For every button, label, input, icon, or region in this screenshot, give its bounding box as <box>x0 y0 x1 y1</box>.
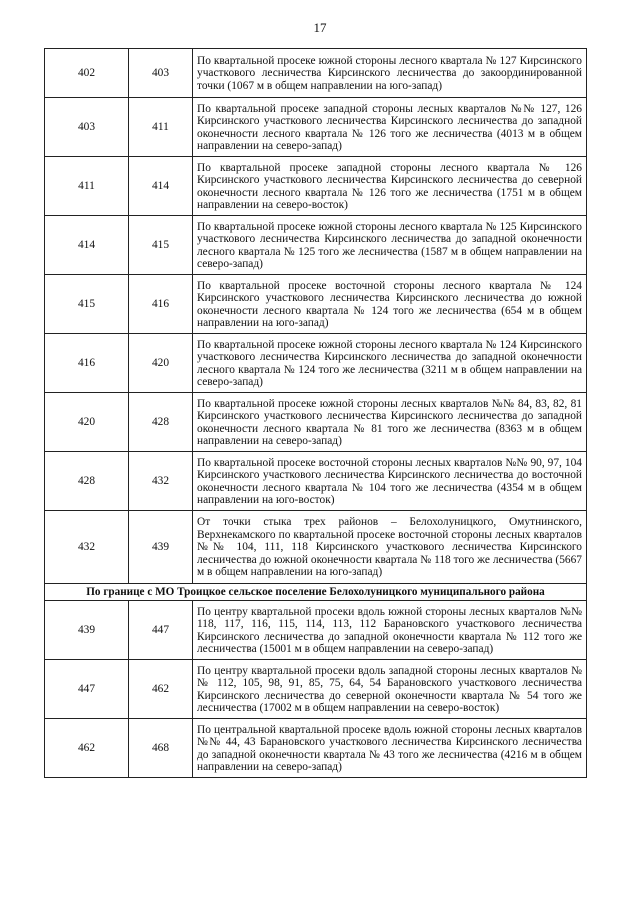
to-point: 416 <box>129 275 193 334</box>
table-row <box>45 98 587 157</box>
from-point: 420 <box>45 393 129 452</box>
from-point: 403 <box>45 98 129 157</box>
to-point: 414 <box>129 157 193 216</box>
table-row <box>45 157 587 216</box>
to-point: 432 <box>129 452 193 511</box>
segment-description: По квартальной просеке восточной стороны лесного квартала № 124 Кирсинского участкового лесничества Кирсинского лесничества до южной оконечности лесного квартала № 124 того же лесничества (654 м в общем направлении на юго-запад) <box>193 275 587 334</box>
from-point: 428 <box>45 452 129 511</box>
to-point: 439 <box>129 511 193 584</box>
to-point: 411 <box>129 98 193 157</box>
to-point: 447 <box>129 601 193 660</box>
from-point: 439 <box>45 601 129 660</box>
segment-description: По центру квартальной просеки вдоль западной стороны лесных кварталов №№ 112, 105, 98, 91, 85, 75, 64, 54 Барановского участкового лесничества Кирсинского лесничества до северной оконечности квартала № 54 того же лесничества (17002 м в общем направлении на северо-восток) <box>193 660 587 719</box>
table-row <box>45 660 587 719</box>
segment-description: От точки стыка трех районов – Белохолуницкого, Омутнинского, Верхнекамского по квартальной просеке восточной стороны лесных кварталов №№ 104, 111, 118 Кирсинского участкового лесничества Кирсинского лесничества до южной оконечности квартала № 118 того же лесничества (5667 м в общем направлении на юго-запад) <box>193 511 587 584</box>
segment-description: По квартальной просеке западной стороны лесных кварталов №№ 127, 126 Кирсинского участкового лесничества Кирсинского лесничества до западной оконечности лесного квартала № 126 того же лесничества (4013 м в общем направлении на северо-запад) <box>193 98 587 157</box>
table-row <box>45 216 587 275</box>
table-row <box>45 275 587 334</box>
table-row <box>45 334 587 393</box>
from-point: 411 <box>45 157 129 216</box>
table-row <box>45 601 587 660</box>
segment-description: По квартальной просеке западной стороны лесного квартала № 126 Кирсинского участкового лесничества Кирсинского лесничества до северной оконечности лесного квартала № 126 того же лесничества (1751 м в общем направлении на северо-восток) <box>193 157 587 216</box>
to-point: 420 <box>129 334 193 393</box>
to-point: 428 <box>129 393 193 452</box>
from-point: 462 <box>45 719 129 778</box>
boundary-description-table <box>44 48 587 778</box>
from-point: 432 <box>45 511 129 584</box>
segment-description: По центру квартальной просеки вдоль южной стороны лесных кварталов №№ 118, 117, 116, 115, 114, 113, 112 Барановского участкового лесничества Кирсинского лесничества до западной оконечности квартала № 112 того же лесничества (15001 м в общем направлении на северо-запад) <box>193 601 587 660</box>
from-point: 414 <box>45 216 129 275</box>
page-number: 17 <box>313 20 327 35</box>
table-row <box>45 393 587 452</box>
segment-description: По центральной квартальной просеке вдоль южной стороны лесных кварталов №№ 44, 43 Барановского участкового лесничества Кирсинского лесничества до западной оконечности квартала № 43 того же лесничества (4216 м в общем направлении на северо-запад) <box>193 719 587 778</box>
table-row <box>45 49 587 98</box>
from-point: 416 <box>45 334 129 393</box>
segment-description: По квартальной просеке восточной стороны лесных кварталов №№ 90, 97, 104 Кирсинского участкового лесничества Кирсинского лесничества до восточной оконечности лесного квартала № 104 того же лесничества (4354 м в общем направлении на юго-восток) <box>193 452 587 511</box>
table-row <box>45 719 587 778</box>
segment-description: По квартальной просеке южной стороны лесных кварталов №№ 84, 83, 82, 81 Кирсинского участкового лесничества Кирсинского лесничества до западной оконечности лесного квартала № 81 того же лесничества (8363 м в общем направлении на северо-запад) <box>193 393 587 452</box>
segment-description: По квартальной просеке южной стороны лесного квартала № 127 Кирсинского участкового лесничества Кирсинского лесничества до закоординированной точки (1067 м в общем направлении на юго-запад) <box>193 49 587 98</box>
to-point: 415 <box>129 216 193 275</box>
to-point: 403 <box>129 49 193 98</box>
segment-description: По квартальной просеке южной стороны лесного квартала № 124 Кирсинского участкового лесничества Кирсинского лесничества до западной оконечности лесного квартала № 124 того же лесничества (3211 м в общем направлении на северо-запад) <box>193 334 587 393</box>
section-heading: По границе с МО Троицкое сельское поселение Белохолуницкого муниципального района <box>45 584 587 601</box>
table-row <box>45 452 587 511</box>
to-point: 468 <box>129 719 193 778</box>
to-point: 462 <box>129 660 193 719</box>
from-point: 415 <box>45 275 129 334</box>
section-heading-row <box>45 584 587 601</box>
table-row <box>45 511 587 584</box>
from-point: 402 <box>45 49 129 98</box>
from-point: 447 <box>45 660 129 719</box>
segment-description: По квартальной просеке южной стороны лесного квартала № 125 Кирсинского участкового лесничества Кирсинского лесничества до западной оконечности лесного квартала № 125 того же лесничества (1587 м в общем направлении на северо-запад) <box>193 216 587 275</box>
